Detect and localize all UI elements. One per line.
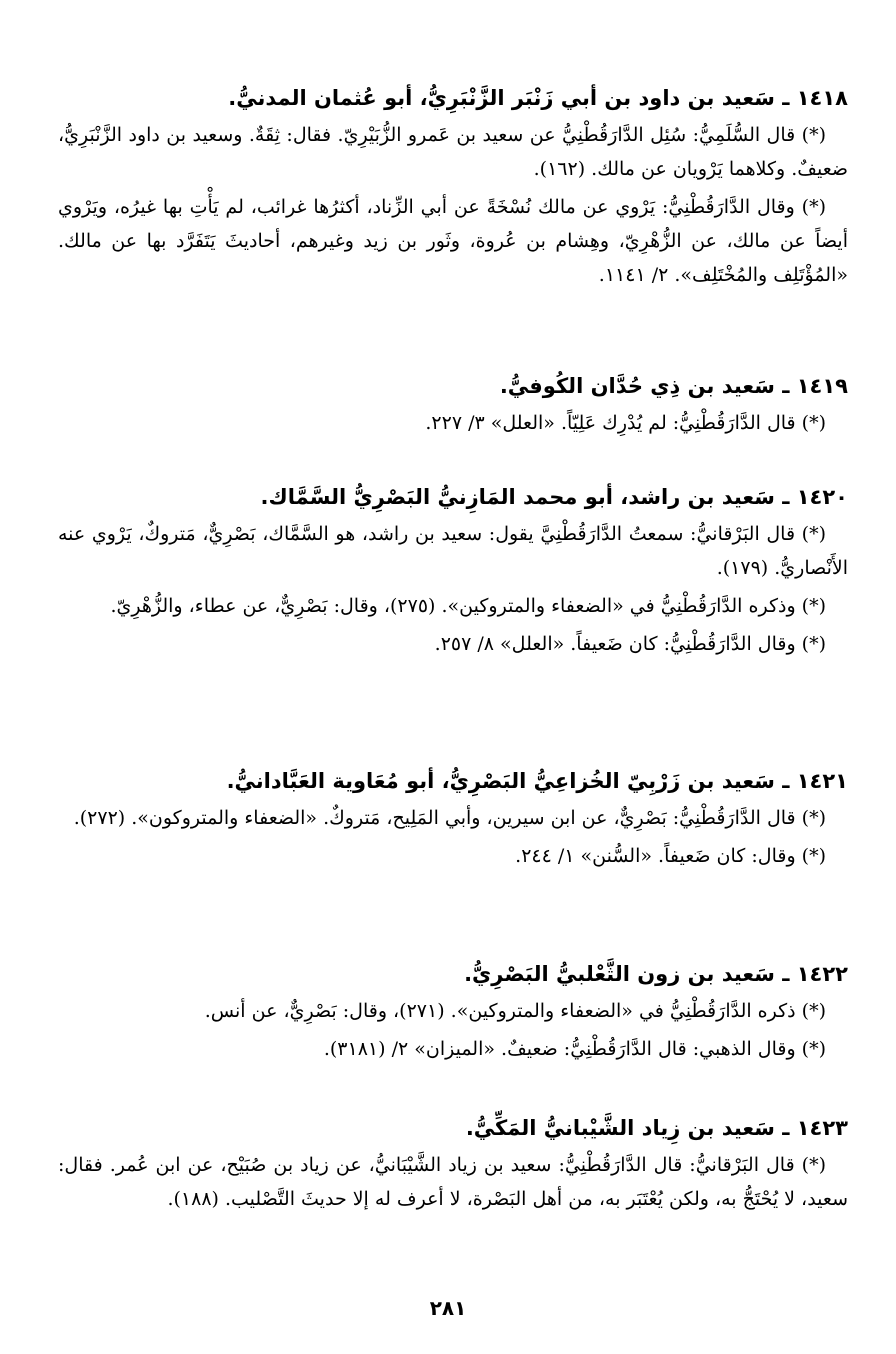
entry-paragraph: (*) قال السُّلَمِيُّ: سُئِل الدَّارَقُطْنِيُّ عن سعيد بن عَمرو الزُّبَيْرِيّ. فقال: ثِقَةٌ. وسعيد بن داود الزَّنْبَرِيُّ، ضعيفٌ. وكلاهما يَرْويان عن مالك. (١٦٢). <box>58 124 848 180</box>
entry-heading: ١٤٢٣ ـ سَعيد بن زِياد الشَّيْبانيُّ المَكِّيُّ. <box>465 1116 848 1140</box>
entry-1423 <box>58 1112 848 1216</box>
entry-paragraph: (*) قال الدَّارَقُطْنِيُّ: بَصْرِيٌّ، عن ابن سيرين، وأبي المَلِيح، مَتروكٌ. «الضعفاء والمتروكون». (٢٧٢). <box>73 807 826 829</box>
entry-heading: ١٤٢١ ـ سَعيد بن زَرْبِيّ الخُزاعِيُّ البَصْرِيُّ، أبو مُعَاوية العَبَّادانيُّ. <box>226 769 848 793</box>
entry-1419 <box>58 370 848 440</box>
entry-paragraph: (*) وقال الذهبي: قال الدَّارَقُطْنِيُّ: ضعيفٌ. «الميزان» ٢/ (٣١٨١). <box>323 1038 826 1060</box>
page-number: ٢٨١ <box>429 1296 467 1320</box>
entry-paragraph: (*) قال الدَّارَقُطْنِيُّ: لم يُدْرِك عَلِيّاً. «العلل» ٣/ ٢٢٧. <box>425 412 826 434</box>
entry-paragraph: (*) وقال الدَّارَقُطْنِيُّ: يَرْوي عن مالك نُسْخَةً عن أبي الزِّناد، أكثرُها غرائب، لم يَأْتِ بها غيرُه، ويَرْوي أيضاً عن مالك، عن الزُّهْرِيّ، وهِشام بن عُروة، وثَور بن زيد وغيرهم، أحاديثَ يَتَفَرَّد بها عن مالك. «المُؤْتَلِف والمُخْتَلِف». ٢/ ١١٤١. <box>58 196 848 286</box>
entry-heading: ١٤٢٢ ـ سَعيد بن زون الثَّعْلبيُّ البَصْرِيُّ. <box>464 962 848 986</box>
entry-paragraph: (*) وذكره الدَّارَقُطْنِيُّ في «الضعفاء والمتروكين». (٢٧٥)، وقال: بَصْرِيٌّ، عن عطاء، والزُّهْرِيّ. <box>110 595 826 617</box>
entry-paragraph: (*) ذكره الدَّارَقُطْنِيُّ في «الضعفاء والمتروكين». (٢٧١)، وقال: بَصْرِيٌّ، عن أنس. <box>204 1000 826 1022</box>
entry-paragraph: (*) قال البَرْقانيُّ: سمعتُ الدَّارَقُطْنِيَّ يقول: سعيد بن راشد، هو السَّمَّاك، بَصْرِيٌّ، مَتروكٌ، يَرْوي عنه الأَنْصاريُّ. (١٧٩). <box>58 523 848 579</box>
entry-1422 <box>58 958 848 1066</box>
entry-heading: ١٤٢٠ ـ سَعيد بن راشد، أبو محمد المَازِنيُّ البَصْرِيُّ السَّمَّاك. <box>260 485 848 509</box>
entry-1420 <box>58 481 848 661</box>
entry-paragraph: (*) وقال: كان ضَعيفاً. «السُّنن» ١/ ٢٤٤. <box>515 845 826 867</box>
entry-1421 <box>58 765 848 873</box>
entry-heading: ١٤١٩ ـ سَعيد بن ذِي حُدَّان الكُوفيُّ. <box>499 374 848 398</box>
entry-paragraph: (*) وقال الدَّارَقُطْنِيُّ: كان ضَعيفاً. «العلل» ٨/ ٢٥٧. <box>434 633 826 655</box>
entry-heading: ١٤١٨ ـ سَعيد بن داود بن أبي زَنْبَر الزَّنْبَرِيُّ، أبو عُثمان المدنيُّ. <box>228 86 848 110</box>
entry-1418 <box>58 82 848 292</box>
entry-paragraph: (*) قال البَرْقانيُّ: قال الدَّارَقُطْنِيُّ: سعيد بن زياد الشَّيْبَانيُّ، عن زياد بن صُبَيْح، عن ابن عُمر. فقال: سعيد، لا يُحْتَجُّ به، ولكن يُعْتَبَر به، من أهل البَصْرة، لا أعرف له إلا حديثَ التَّصْليب. (١٨٨). <box>58 1154 848 1210</box>
